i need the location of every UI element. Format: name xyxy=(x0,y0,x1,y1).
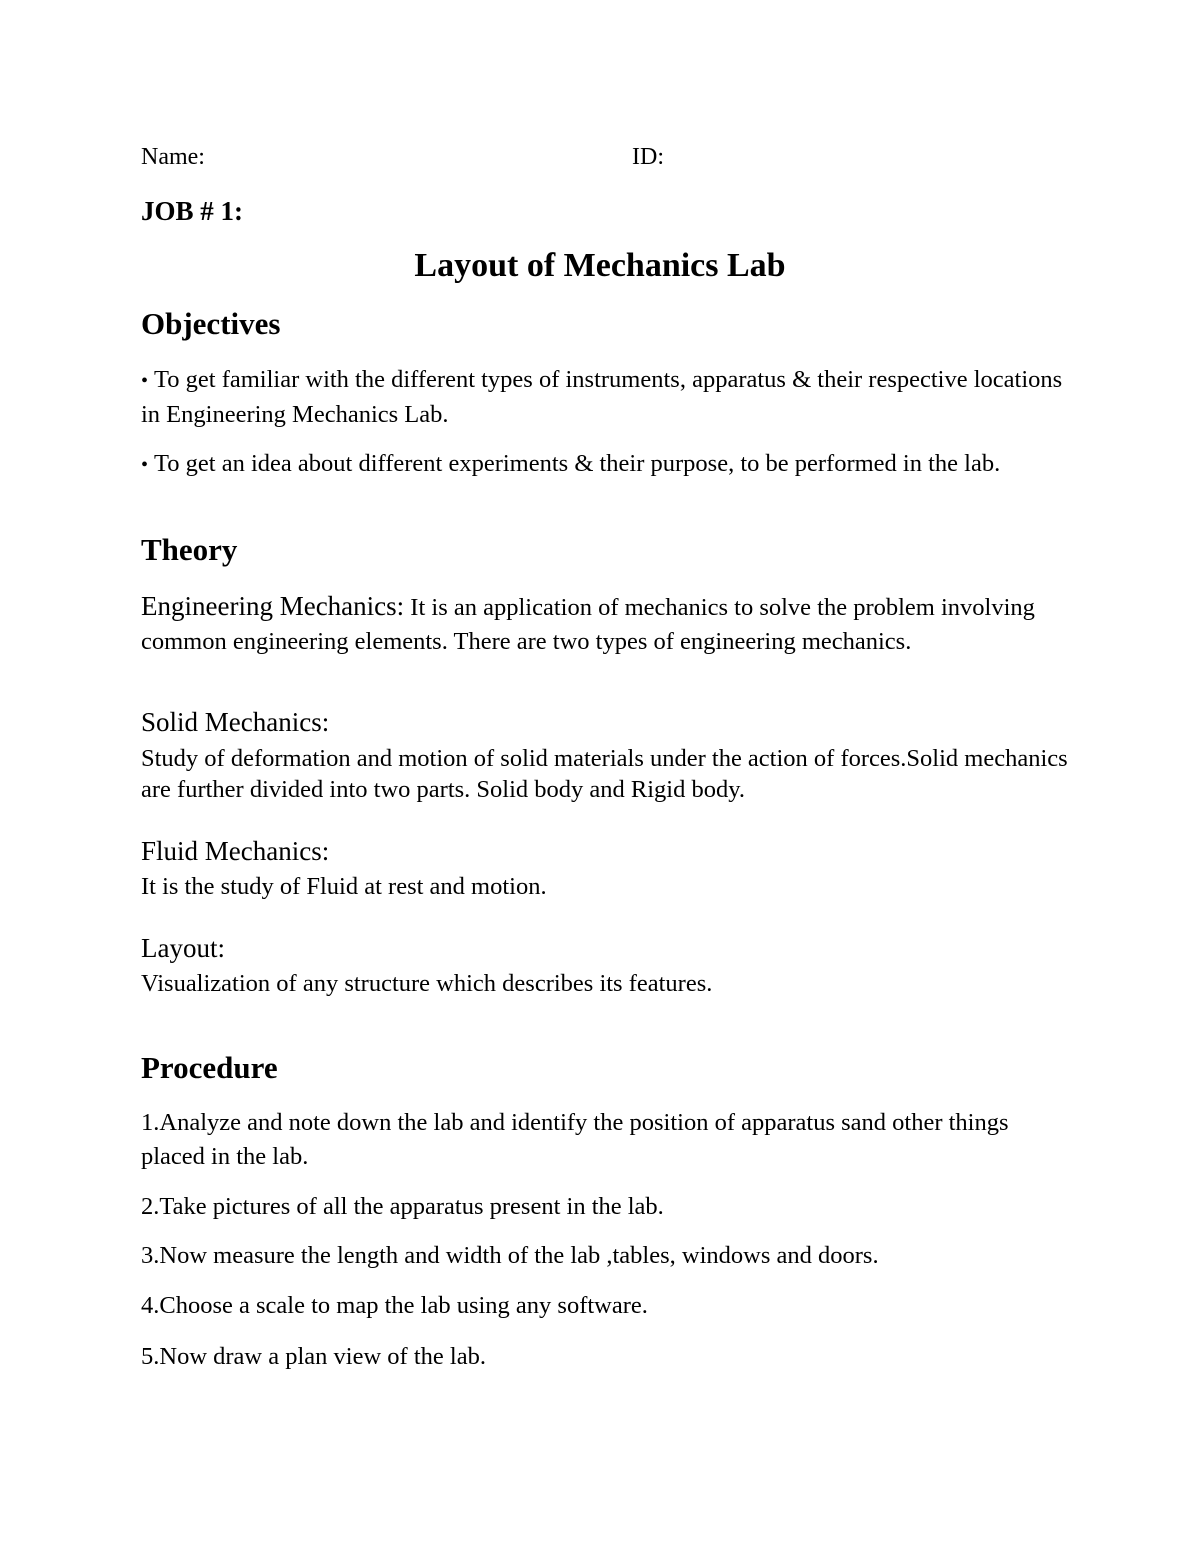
procedure-step-2: 2.Take pictures of all the apparatus present in the lab. xyxy=(141,1193,664,1220)
objective-item-1 xyxy=(141,363,1071,432)
objectives-heading: Objectives xyxy=(141,306,281,341)
procedure-heading: Procedure xyxy=(141,1050,278,1085)
engineering-mechanics-label: Engineering Mechanics: xyxy=(141,591,405,621)
page-title: Layout of Mechanics Lab xyxy=(414,247,786,284)
procedure-step-5: 5.Now draw a plan view of the lab. xyxy=(141,1343,486,1370)
name-label: Name: xyxy=(141,144,205,170)
solid-mechanics-text: Study of deformation and motion of solid materials under the action of forces.Solid mechanics are further divided into two parts. Solid body and Rigid body. xyxy=(141,745,1068,803)
objective-text: To get familiar with the different types of instruments, apparatus & their respective locations in Engineering Mechanics Lab. xyxy=(141,366,1063,428)
procedure-step-1: 1.Analyze and note down the lab and identify the position of apparatus sand other things placed in the lab. xyxy=(141,1109,1009,1170)
theory-heading: Theory xyxy=(141,532,238,567)
objective-item-2 xyxy=(141,447,1071,482)
layout-text: Visualization of any structure which describes its features. xyxy=(141,970,713,997)
procedure-step-3: 3.Now measure the length and width of the lab ,tables, windows and doors. xyxy=(141,1242,879,1269)
job-number: JOB # 1: xyxy=(141,196,244,226)
id-label: ID: xyxy=(632,144,664,170)
objective-text: To get an idea about different experiments & their purpose, to be performed in the lab. xyxy=(154,450,1001,477)
engineering-mechanics-text: It is an application of mechanics to solve the problem involving common engineering elements. There are two types of engineering mechanics. xyxy=(141,594,1035,655)
layout-label: Layout: xyxy=(141,933,225,963)
fluid-mechanics-text: It is the study of Fluid at rest and motion. xyxy=(141,873,547,900)
procedure-step-4: 4.Choose a scale to map the lab using any software. xyxy=(141,1292,648,1319)
engineering-mechanics-paragraph xyxy=(141,589,1071,659)
bullet-icon: • xyxy=(141,370,149,392)
solid-mechanics-label: Solid Mechanics: xyxy=(141,707,330,737)
fluid-mechanics-label: Fluid Mechanics: xyxy=(141,836,330,866)
bullet-icon: • xyxy=(141,454,149,476)
